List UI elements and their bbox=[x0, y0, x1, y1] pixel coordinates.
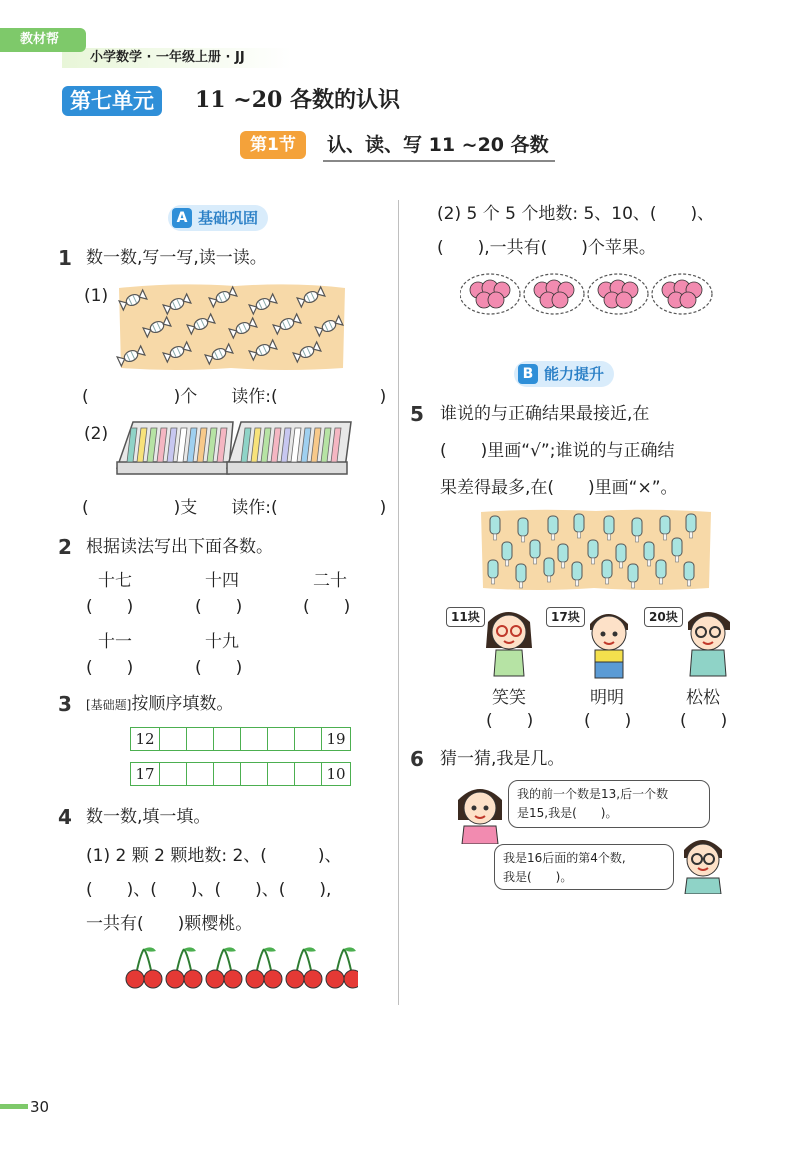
seq2-cell[interactable] bbox=[268, 763, 295, 786]
q4-prompt: 数一数,填一填。 bbox=[86, 807, 211, 827]
q6-prompt: 猜一猜,我是几。 bbox=[440, 749, 565, 769]
seq2-end: 10 bbox=[322, 763, 351, 786]
cherry-icon bbox=[206, 947, 242, 988]
q5-line-2: ( )里画“√”;谁说的与正确结 bbox=[440, 441, 675, 461]
apple-plates-picture bbox=[460, 270, 716, 320]
bubble-2-line-2: 我是( )。 bbox=[503, 870, 573, 884]
kid-3-price: 20块 bbox=[644, 607, 683, 627]
kid-2-price: 17块 bbox=[546, 607, 585, 627]
q2-word-3: 二十 bbox=[313, 571, 347, 591]
q2-prompt: 根据读法写出下面各数。 bbox=[86, 537, 273, 557]
sequence-row-2 bbox=[130, 762, 351, 786]
kid-3-blank[interactable]: ( ) bbox=[680, 711, 728, 731]
seq1-cell[interactable] bbox=[268, 728, 295, 751]
q1-part1-answer: ( )个 读作:( ) bbox=[82, 387, 387, 407]
bubble-1-line-1: 我的前一个数是13,后一个数 bbox=[517, 787, 669, 801]
book-subtitle: 小学数学 · 一年级上册 · JJ bbox=[90, 50, 245, 65]
q2-blank-2[interactable]: ( ) bbox=[195, 597, 243, 617]
q1-part2-answer: ( )支 读作:( ) bbox=[82, 498, 387, 518]
speech-bubble-2 bbox=[494, 844, 674, 890]
cherry-icon bbox=[286, 947, 322, 988]
candy-picture bbox=[115, 282, 347, 372]
section-a-label: 基础巩固 bbox=[198, 209, 259, 227]
section-a-tag bbox=[168, 205, 268, 231]
unit-badge: 第七单元 bbox=[62, 86, 162, 116]
page-number: 30 bbox=[30, 1098, 50, 1116]
seq2-cell[interactable] bbox=[241, 763, 268, 786]
q2-word-2: 十四 bbox=[205, 571, 239, 591]
q2-word-1: 十七 bbox=[98, 571, 132, 591]
kid-2-blank[interactable]: ( ) bbox=[584, 711, 632, 731]
q2-word-5: 十九 bbox=[205, 632, 239, 652]
section-badge: 第1节 bbox=[240, 131, 306, 159]
chalk-box-right bbox=[227, 422, 351, 474]
q3-text bbox=[86, 690, 233, 719]
q1-prompt: 数一数,写一写,读一读。 bbox=[86, 248, 267, 268]
seq1-cell[interactable] bbox=[295, 728, 322, 751]
q3-number: 3 bbox=[58, 692, 72, 716]
apple-plate-icon bbox=[588, 274, 648, 314]
cherry-icon bbox=[166, 947, 202, 988]
unit-title: 11 ~20 各数的认识 bbox=[195, 87, 400, 113]
kid-songsong bbox=[688, 612, 730, 676]
section-b-label: 能力提升 bbox=[544, 365, 605, 383]
bubble-1-line-2: 是15,我是( )。 bbox=[517, 806, 618, 820]
apple-plate-icon bbox=[460, 274, 520, 314]
q5-line-1: 谁说的与正确结果最接近,在 bbox=[440, 404, 650, 424]
q2-blank-5[interactable]: ( ) bbox=[195, 658, 243, 678]
seq1-cell[interactable] bbox=[241, 728, 268, 751]
seq1-cell[interactable] bbox=[187, 728, 214, 751]
q2-number: 2 bbox=[58, 535, 72, 559]
seq2-cell[interactable] bbox=[160, 763, 187, 786]
seq2-cell[interactable] bbox=[187, 763, 214, 786]
section-a-letter: A bbox=[172, 208, 192, 228]
seq1-cell[interactable] bbox=[214, 728, 241, 751]
page-number-bar bbox=[0, 1104, 28, 1109]
section-title: 认、读、写 11 ~20 各数 bbox=[323, 130, 555, 162]
kid-1-price: 11块 bbox=[446, 607, 485, 627]
sequence-row-1 bbox=[130, 727, 351, 751]
brand-tag: 教材帮 bbox=[0, 28, 86, 52]
popsicle-picture bbox=[478, 508, 714, 592]
q5-number: 5 bbox=[410, 402, 424, 426]
q4-line-3: 一共有( )颗樱桃。 bbox=[86, 914, 253, 934]
q4-line-4: (2) 5 个 5 个地数: 5、10、( )、 bbox=[437, 204, 715, 224]
kid-2-name: 明明 bbox=[590, 688, 624, 708]
cherry-icon bbox=[126, 947, 162, 988]
section-b-letter: B bbox=[518, 364, 538, 384]
q5-line-3: 果差得最多,在( )里画“×”。 bbox=[440, 478, 678, 498]
q2-blank-3[interactable]: ( ) bbox=[303, 597, 351, 617]
q4-line-1: (1) 2 颗 2 颗地数: 2、( )、 bbox=[86, 846, 342, 866]
kid-1-name: 笑笑 bbox=[492, 688, 526, 708]
section-b-tag bbox=[514, 361, 614, 387]
cherry-icon bbox=[246, 947, 282, 988]
kids-picture bbox=[478, 600, 748, 686]
q4-line-2: ( )、( )、( )、( ), bbox=[86, 880, 332, 900]
apple-plate-icon bbox=[652, 274, 712, 314]
girl-speaker bbox=[450, 780, 510, 844]
kid-1-blank[interactable]: ( ) bbox=[486, 711, 534, 731]
q2-blank-1[interactable]: ( ) bbox=[86, 597, 134, 617]
q3-prompt: 按顺序填数。 bbox=[131, 694, 234, 714]
q1-part2-label: (2) bbox=[84, 424, 109, 444]
q2-blank-4[interactable]: ( ) bbox=[86, 658, 134, 678]
kid-mingming bbox=[590, 614, 628, 678]
apple-plate-icon bbox=[524, 274, 584, 314]
q1-part1-label: (1) bbox=[84, 286, 109, 306]
column-divider bbox=[398, 200, 399, 1005]
seq1-end: 19 bbox=[322, 728, 351, 751]
seq1-start: 12 bbox=[131, 728, 160, 751]
q3-tag: [基础题] bbox=[86, 698, 132, 712]
chalk-box-left bbox=[117, 422, 233, 474]
kid-xiaoxiao bbox=[486, 612, 532, 676]
speech-bubble-1 bbox=[508, 780, 710, 828]
q4-number: 4 bbox=[58, 805, 72, 829]
seq1-cell[interactable] bbox=[160, 728, 187, 751]
kid-3-name: 松松 bbox=[686, 688, 720, 708]
q6-number: 6 bbox=[410, 747, 424, 771]
seq2-cell[interactable] bbox=[214, 763, 241, 786]
seq2-cell[interactable] bbox=[295, 763, 322, 786]
q2-word-4: 十一 bbox=[98, 632, 132, 652]
bubble-2-line-1: 我是16后面的第4个数, bbox=[503, 851, 626, 865]
q1-number: 1 bbox=[58, 246, 72, 270]
boy-speaker bbox=[672, 832, 734, 894]
cherries-picture bbox=[118, 945, 358, 991]
q4-line-5: ( ),一共有( )个苹果。 bbox=[437, 238, 656, 258]
seq2-start: 17 bbox=[131, 763, 160, 786]
chalk-box-picture bbox=[115, 418, 355, 478]
cherry-icon bbox=[326, 947, 358, 988]
